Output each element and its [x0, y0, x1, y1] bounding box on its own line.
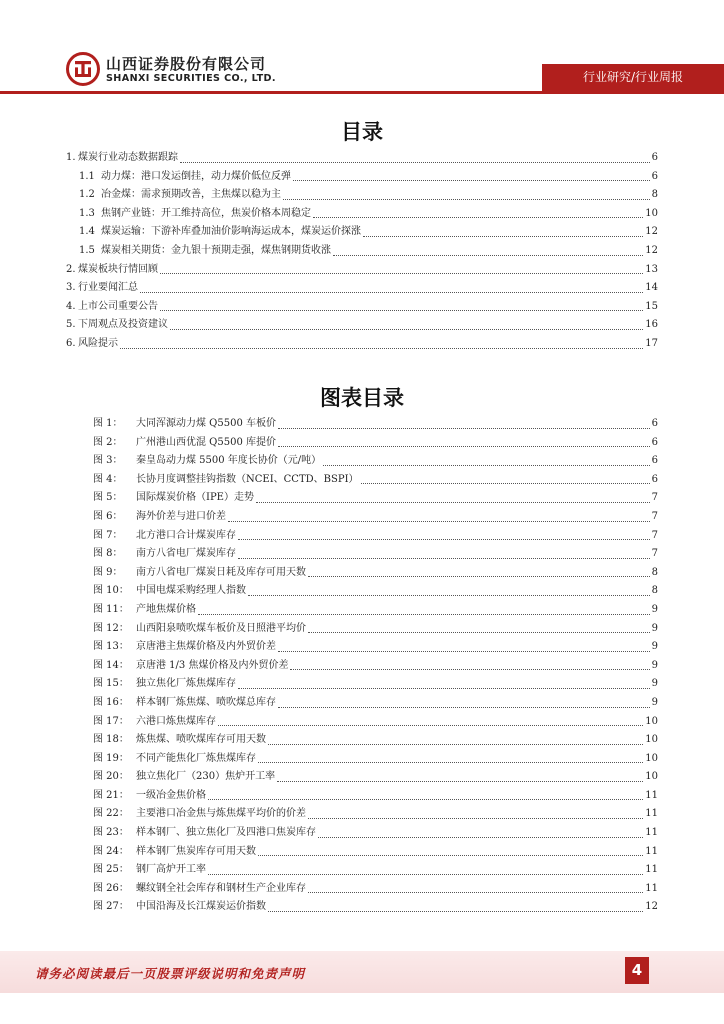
toc-item-title: 行业要闻汇总	[78, 282, 138, 294]
dot-leader	[228, 521, 650, 522]
figure-item[interactable]	[93, 620, 658, 639]
toc-item-number: 1.3	[79, 207, 95, 219]
figure-item[interactable]	[93, 508, 658, 527]
page-number: 4	[625, 957, 649, 984]
toc-item[interactable]	[66, 149, 658, 168]
dot-leader	[198, 614, 650, 615]
toc-item-title: 煤炭相关期货：金九银十预期走强，煤焦钢期货收涨	[101, 244, 331, 256]
figure-item-number: 图 10：	[93, 585, 129, 597]
shanxi-securities-logo-icon	[66, 52, 100, 86]
toc-item-page: 12	[645, 226, 658, 238]
dot-leader	[308, 892, 643, 893]
dot-leader	[160, 310, 643, 311]
figure-item-number: 图 7：	[93, 529, 123, 541]
figure-item-number: 图 11：	[93, 603, 129, 615]
dot-leader	[140, 292, 643, 293]
figure-item-page: 9	[651, 678, 658, 690]
figure-item-title: 独立焦化厂（230）焦炉开工率	[136, 771, 276, 783]
figure-item[interactable]	[93, 527, 658, 546]
dot-leader	[238, 539, 650, 540]
figure-item-number: 图 15：	[93, 678, 129, 690]
dot-leader	[208, 874, 643, 875]
toc-item-title: 煤炭行业动态数据跟踪	[78, 152, 178, 163]
figure-item-number: 图 17：	[93, 715, 129, 727]
dot-leader	[313, 217, 643, 218]
toc-item[interactable]	[66, 168, 658, 187]
dot-leader	[278, 651, 650, 652]
figure-item-title: 京唐港主焦煤价格及内外贸价差	[136, 641, 276, 653]
figure-item-title: 国际煤炭价格（IPE）走势	[136, 492, 254, 504]
company-name-cn: 山西证券股份有限公司	[106, 55, 267, 73]
dot-leader	[290, 669, 649, 670]
figure-item[interactable]	[93, 601, 658, 620]
figure-item-title: 长协月度调整挂钩指数（NCEI、CCTD、BSPI）	[136, 473, 359, 485]
figure-item-page: 7	[651, 548, 658, 560]
figure-item[interactable]	[93, 489, 658, 508]
dot-leader	[278, 428, 650, 429]
toc-item-page: 15	[645, 300, 658, 312]
figure-item[interactable]	[93, 861, 658, 880]
figure-item-title: 炼焦煤、喷吹煤库存可用天数	[136, 734, 266, 746]
toc-item-title: 动力煤：港口发运倒挂，动力煤价低位反弹	[101, 170, 291, 182]
figure-item-number: 图 8：	[93, 548, 123, 560]
figure-item[interactable]	[93, 452, 658, 471]
company-name-en: SHANXI SECURITIES CO., LTD.	[106, 73, 276, 84]
figure-item-number: 图 25：	[93, 864, 129, 876]
toc-item-title: 上市公司重要公告	[78, 300, 158, 312]
figure-item-page: 10	[645, 715, 658, 727]
toc-item[interactable]	[66, 205, 658, 224]
figure-item-page: 7	[651, 510, 658, 522]
figure-item[interactable]	[93, 768, 658, 787]
figure-list	[93, 415, 658, 917]
figure-item-title: 广州港山西优混 Q5500 库提价	[136, 436, 277, 448]
toc-item-number: 6.	[66, 337, 76, 349]
toc-item[interactable]	[66, 316, 658, 335]
figure-item-number: 图 5：	[93, 492, 123, 504]
dot-leader	[277, 781, 643, 782]
figure-item-page: 6	[651, 455, 658, 467]
dot-leader	[283, 199, 650, 200]
toc-item-title: 焦钢产业链：开工维持高位，焦炭价格本周稳定	[101, 207, 311, 219]
figure-item[interactable]	[93, 638, 658, 657]
toc-item-page: 6	[651, 152, 658, 163]
dot-leader	[318, 837, 643, 838]
figure-item-number: 图 23：	[93, 827, 129, 839]
dot-leader	[323, 465, 649, 466]
dot-leader	[248, 595, 650, 596]
figure-item-title: 中国沿海及长江煤炭运价指数	[136, 901, 266, 913]
toc-item-number: 1.5	[79, 244, 95, 256]
figure-item[interactable]	[93, 713, 658, 732]
dot-leader	[120, 348, 643, 349]
figure-list-title: 图表目录	[320, 386, 404, 410]
figure-item-number: 图 3：	[93, 455, 123, 467]
figure-item-page: 6	[651, 436, 658, 448]
figure-item-page: 7	[651, 529, 658, 541]
figure-item-number: 图 24：	[93, 845, 129, 857]
toc-item[interactable]	[66, 186, 658, 205]
dot-leader	[170, 329, 643, 330]
figure-item-number: 图 6：	[93, 510, 123, 522]
figure-item-title: 样本钢厂焦炭库存可用天数	[136, 845, 256, 857]
figure-item-page: 12	[645, 901, 658, 913]
figure-item-title: 南方八省电厂煤炭日耗及库存可用天数	[136, 566, 306, 578]
figure-item-page: 8	[651, 585, 658, 597]
dot-leader	[258, 855, 643, 856]
toc-item-page: 12	[645, 244, 658, 256]
figure-item-page: 11	[645, 789, 658, 801]
toc-item-page: 10	[645, 207, 658, 219]
figure-item-title: 南方八省电厂煤炭库存	[136, 548, 236, 560]
dot-leader	[293, 180, 650, 181]
dot-leader	[268, 744, 643, 745]
dot-leader	[278, 446, 650, 447]
dot-leader	[333, 255, 643, 256]
figure-item-number: 图 9：	[93, 566, 123, 578]
toc-item-number: 5.	[66, 319, 76, 331]
dot-leader	[258, 762, 643, 763]
figure-item-title: 样本钢厂、独立焦化厂及四港口焦炭库存	[136, 827, 316, 839]
figure-item[interactable]	[93, 582, 658, 601]
toc-item-title: 冶金煤：需求预期改善，主焦煤以稳为主	[101, 189, 281, 201]
toc-item-title: 煤炭运输：下游补库叠加油价影响海运成本，煤炭运价探涨	[101, 226, 361, 238]
figure-item-title: 北方港口合计煤炭库存	[136, 529, 236, 541]
disclaimer-notice: 请务必阅读最后一页股票评级说明和免责声明	[35, 966, 306, 981]
figure-item[interactable]	[93, 787, 658, 806]
dot-leader	[308, 818, 643, 819]
dot-leader	[363, 236, 643, 237]
figure-item-page: 10	[645, 771, 658, 783]
figure-item-page: 11	[645, 808, 658, 820]
page-footer	[0, 951, 724, 993]
figure-item-title: 中国电煤采购经理人指数	[136, 585, 246, 597]
figure-item-page: 9	[651, 659, 658, 671]
figure-item-page: 10	[645, 752, 658, 764]
figure-item-page: 11	[645, 882, 658, 894]
toc-item-number: 3.	[66, 282, 76, 294]
figure-item-title: 产地焦煤价格	[136, 603, 196, 615]
toc-item-number: 1.	[66, 152, 76, 163]
toc-item-title: 煤炭板块行情回顾	[78, 263, 158, 275]
dot-leader	[238, 558, 650, 559]
figure-item-number: 图 27：	[93, 901, 129, 913]
figure-item-number: 图 4：	[93, 473, 123, 485]
dot-leader	[278, 707, 650, 708]
figure-item[interactable]	[93, 415, 658, 434]
figure-item-number: 图 21：	[93, 789, 129, 801]
figure-item[interactable]	[93, 657, 658, 676]
figure-item[interactable]	[93, 434, 658, 453]
figure-item-number: 图 19：	[93, 752, 129, 764]
dot-leader	[208, 799, 643, 800]
figure-item[interactable]	[93, 564, 658, 583]
toc-item[interactable]	[66, 242, 658, 261]
figure-item-title: 京唐港 1/3 焦煤价格及内外贸价差	[136, 659, 289, 671]
figure-item-page: 8	[651, 566, 658, 578]
figure-item-title: 一级冶金焦价格	[136, 789, 206, 801]
dot-leader	[218, 725, 643, 726]
figure-item[interactable]	[93, 731, 658, 750]
toc-item[interactable]	[66, 335, 658, 354]
toc-item[interactable]	[66, 298, 658, 317]
toc-item-number: 1.2	[79, 189, 95, 201]
dot-leader	[180, 162, 650, 163]
figure-item-title: 海外价差与进口价差	[136, 510, 226, 522]
figure-item-number: 图 26：	[93, 882, 129, 894]
dot-leader	[268, 911, 643, 912]
figure-item[interactable]	[93, 545, 658, 564]
figure-item[interactable]	[93, 675, 658, 694]
figure-item[interactable]	[93, 824, 658, 843]
toc-item-title: 下周观点及投资建议	[78, 319, 168, 331]
figure-item[interactable]	[93, 471, 658, 490]
figure-item-page: 10	[645, 734, 658, 746]
figure-item[interactable]	[93, 843, 658, 862]
figure-item-page: 6	[651, 473, 658, 485]
page-header	[0, 0, 724, 95]
figure-item-title: 主要港口冶金焦与炼焦煤平均价的价差	[136, 808, 306, 820]
toc-item-page: 17	[645, 337, 658, 349]
toc-item-number: 1.4	[79, 226, 95, 238]
figure-item-title: 样本钢厂炼焦煤、喷吹煤总库存	[136, 696, 276, 708]
toc-title: 目录	[341, 120, 383, 144]
figure-item[interactable]	[93, 880, 658, 899]
toc-item[interactable]	[66, 223, 658, 242]
dot-leader	[308, 632, 650, 633]
figure-item-number: 图 13：	[93, 641, 129, 653]
dot-leader	[238, 688, 650, 689]
dot-leader	[160, 273, 643, 274]
figure-item[interactable]	[93, 898, 658, 917]
figure-item-number: 图 22：	[93, 808, 129, 820]
toc-item-page: 8	[651, 189, 658, 201]
figure-item-title: 钢厂高炉开工率	[136, 864, 206, 876]
dot-leader	[361, 483, 650, 484]
toc-item-number: 4.	[66, 300, 76, 312]
figure-item[interactable]	[93, 694, 658, 713]
toc-item-page: 16	[645, 319, 658, 331]
figure-item-page: 11	[645, 827, 658, 839]
figure-item-page: 9	[651, 641, 658, 653]
figure-item-page: 11	[645, 864, 658, 876]
toc-item-number: 2.	[66, 263, 76, 275]
figure-item-title: 大同浑源动力煤 Q5500 车板价	[136, 418, 277, 429]
table-of-contents	[66, 149, 658, 354]
figure-item-page: 9	[651, 696, 658, 708]
figure-item-number: 图 2：	[93, 436, 123, 448]
figure-item-number: 图 16：	[93, 696, 129, 708]
figure-item-title: 山西阳泉喷吹煤车板价及日照港平均价	[136, 622, 306, 634]
toc-item-number: 1.1	[79, 170, 95, 182]
figure-item[interactable]	[93, 805, 658, 824]
figure-item-page: 6	[651, 418, 658, 429]
toc-item-page: 13	[645, 263, 658, 275]
figure-item[interactable]	[93, 750, 658, 769]
figure-item-page: 9	[651, 622, 658, 634]
figure-item-page: 9	[651, 603, 658, 615]
figure-item-page: 7	[651, 492, 658, 504]
toc-item-page: 6	[651, 170, 658, 182]
toc-item-page: 14	[645, 282, 658, 294]
figure-item-number: 图 1：	[93, 418, 123, 429]
figure-item-number: 图 18：	[93, 734, 129, 746]
figure-item-number: 图 12：	[93, 622, 129, 634]
report-type-label: 行业研究/行业周报	[542, 64, 724, 91]
figure-item-title: 六港口炼焦煤库存	[136, 715, 216, 727]
figure-item-number: 图 20：	[93, 771, 129, 783]
toc-item[interactable]	[66, 279, 658, 298]
toc-item[interactable]	[66, 261, 658, 280]
dot-leader	[256, 502, 650, 503]
figure-item-number: 图 14：	[93, 659, 129, 671]
figure-item-title: 秦皇岛动力煤 5500 年度长协价（元/吨）	[136, 455, 322, 467]
dot-leader	[308, 576, 650, 577]
figure-item-title: 独立焦化厂炼焦煤库存	[136, 678, 236, 690]
figure-item-page: 11	[645, 845, 658, 857]
figure-item-title: 不同产能焦化厂炼焦煤库存	[136, 752, 256, 764]
toc-item-title: 风险提示	[78, 337, 118, 349]
figure-item-title: 螺纹钢全社会库存和钢材生产企业库存	[136, 882, 306, 894]
header-divider	[0, 91, 724, 94]
